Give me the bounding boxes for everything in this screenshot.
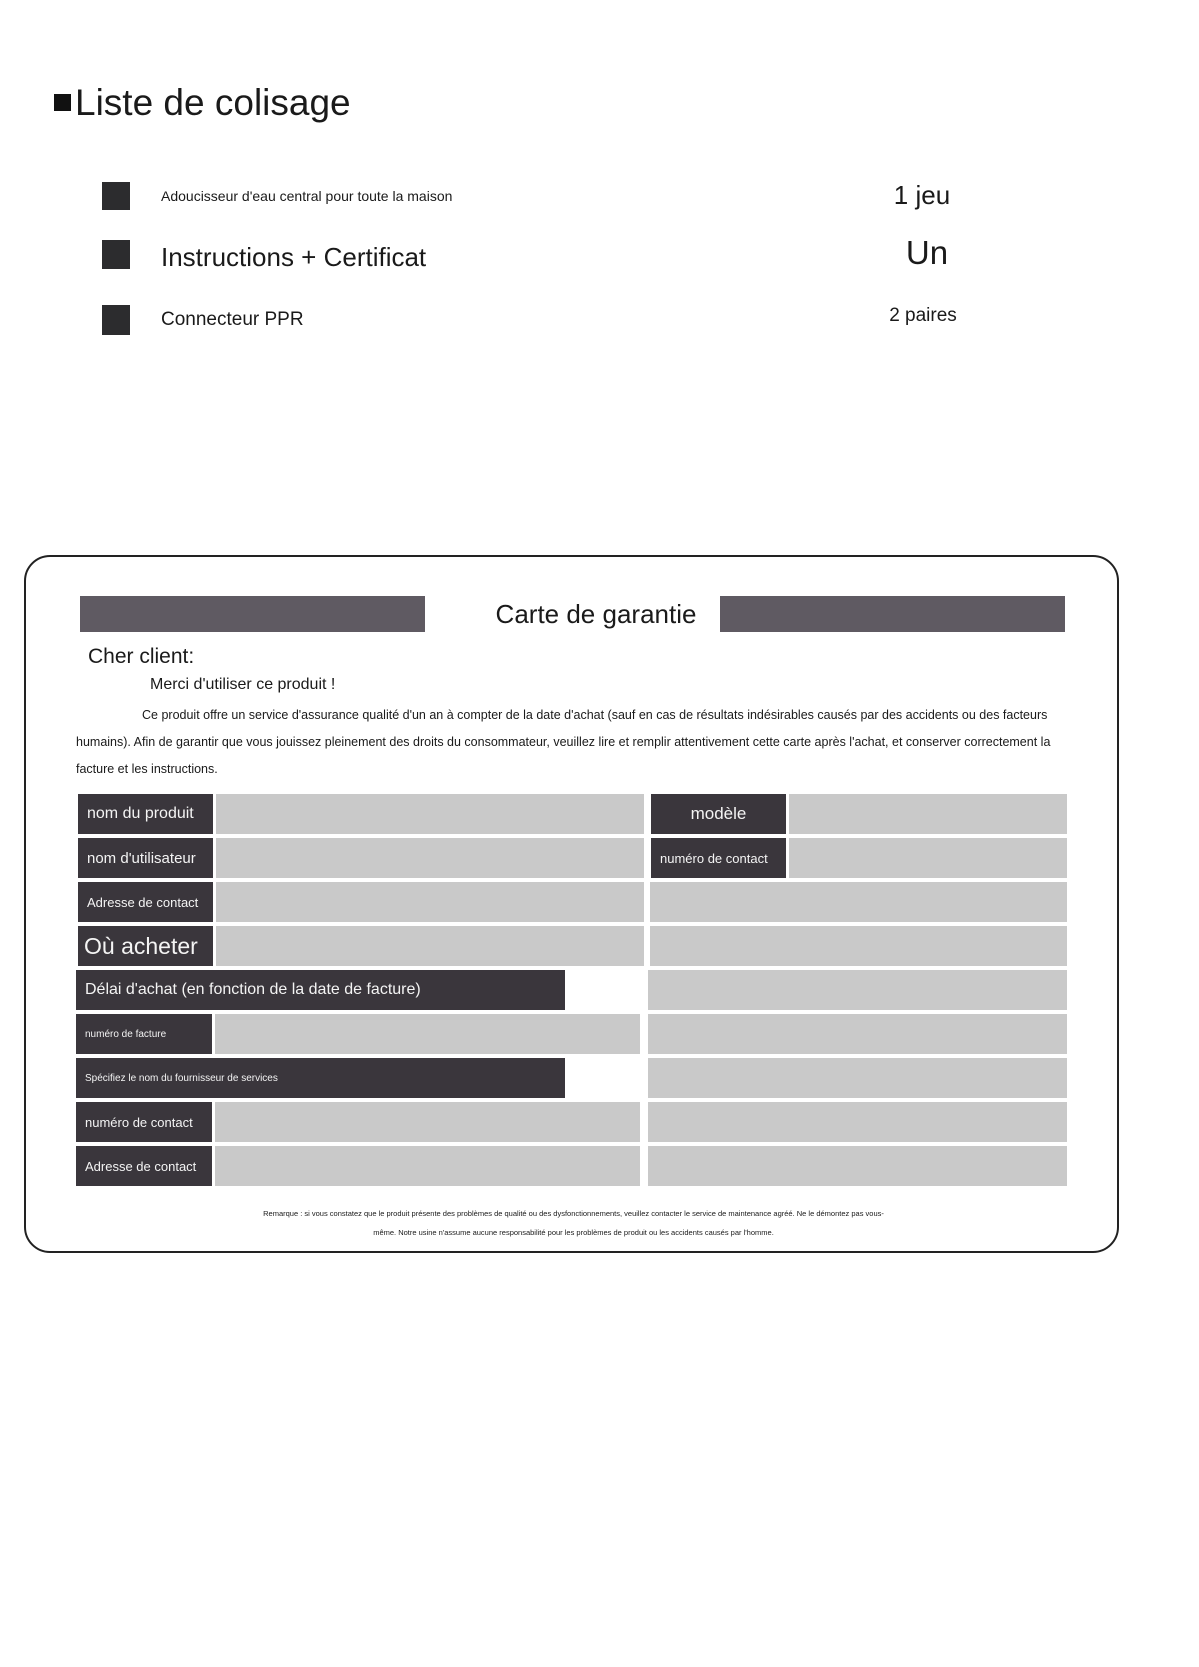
packing-list-item <box>0 178 1199 212</box>
thanks-text: Merci d'utiliser ce produit ! <box>150 676 336 693</box>
form-row <box>76 882 1067 922</box>
contact-address-2-label: Adresse de contact <box>76 1146 212 1186</box>
form-row <box>76 1058 1067 1098</box>
packing-list-item <box>0 303 1199 337</box>
form-row <box>76 1014 1067 1054</box>
remark-note-line1: Remarque : si vous constatez que le produit présente des problèmes de qualité ou des dysfonctionnements, veuillez contacter le service de maintenance agréé. Ne le démontez pas vous- <box>263 1209 884 1218</box>
model-field[interactable] <box>789 794 1067 834</box>
packing-list-title-text: Liste de colisage <box>75 82 351 123</box>
contact-address-field[interactable] <box>216 882 644 922</box>
warranty-card <box>24 555 1119 1253</box>
where-to-buy-field[interactable] <box>216 926 644 966</box>
warranty-paragraph: Ce produit offre un service d'assurance qualité d'un an à compter de la date d'achat (sauf en cas de résultats indésirables causés par des accidents ou des facteurs humains). Afin de garantir que vous jouissez pleinement des droits du consommateur, veuillez lire et remplir attentivement cette carte après l'achat, et conserver correctement la facture et les instructions. <box>76 708 1051 776</box>
square-bullet-icon <box>54 94 71 111</box>
contact-address-2-field-right[interactable] <box>648 1146 1067 1186</box>
purchase-period-label: Délai d'achat (en fonction de la date de facture) <box>76 970 565 1010</box>
packing-item-quantity: 2 paires <box>889 305 957 326</box>
form-row <box>76 926 1067 966</box>
packing-item-name: Adoucisseur d'eau central pour toute la maison <box>161 188 453 204</box>
packing-list-item <box>0 234 1199 272</box>
contact-address-label: Adresse de contact <box>78 882 213 922</box>
packing-item-quantity: 1 jeu <box>893 180 951 210</box>
user-name-field[interactable] <box>216 838 644 878</box>
form-row <box>76 794 1067 834</box>
greeting: Cher client: <box>88 645 195 668</box>
packing-item-quantity: Un <box>905 234 949 271</box>
form-row <box>76 838 1067 878</box>
form-row <box>76 970 1067 1010</box>
where-to-buy-label: Où acheter <box>78 926 213 966</box>
checkbox-square-icon <box>102 305 130 335</box>
contact-number-2-field[interactable] <box>215 1102 640 1142</box>
checkbox-square-icon <box>102 182 130 210</box>
invoice-number-label: numéro de facture <box>76 1014 212 1054</box>
model-label: modèle <box>651 794 786 834</box>
product-name-field[interactable] <box>216 794 644 834</box>
service-provider-field[interactable] <box>648 1058 1067 1098</box>
packing-item-name: Connecteur PPR <box>161 309 304 330</box>
purchase-period-field[interactable] <box>648 970 1067 1010</box>
contact-address-2-field[interactable] <box>215 1146 640 1186</box>
contact-address-field-right[interactable] <box>650 882 1067 922</box>
where-to-buy-field-right[interactable] <box>650 926 1067 966</box>
warranty-card-title: Carte de garantie <box>495 599 697 629</box>
user-name-label: nom d'utilisateur <box>78 838 213 878</box>
form-row <box>76 1146 1067 1186</box>
product-name-label: nom du produit <box>78 794 213 834</box>
contact-number-label: numéro de contact <box>651 838 786 878</box>
invoice-number-field-right[interactable] <box>648 1014 1067 1054</box>
checkbox-square-icon <box>102 240 130 269</box>
contact-number-2-label: numéro de contact <box>76 1102 212 1142</box>
title-decoration-bar <box>720 596 1065 632</box>
form-row <box>76 1102 1067 1142</box>
packing-item-name: Instructions + Certificat <box>161 242 427 272</box>
remark-note-line2: même. Notre usine n'assume aucune responsabilité pour les problèmes de produit ou les accidents causés par l'homme. <box>373 1228 774 1237</box>
contact-number-2-field-right[interactable] <box>648 1102 1067 1142</box>
invoice-number-field[interactable] <box>215 1014 640 1054</box>
packing-list-title <box>54 82 351 124</box>
contact-number-field[interactable] <box>789 838 1067 878</box>
service-provider-label: Spécifiez le nom du fournisseur de services <box>76 1058 565 1098</box>
title-decoration-bar <box>80 596 425 632</box>
